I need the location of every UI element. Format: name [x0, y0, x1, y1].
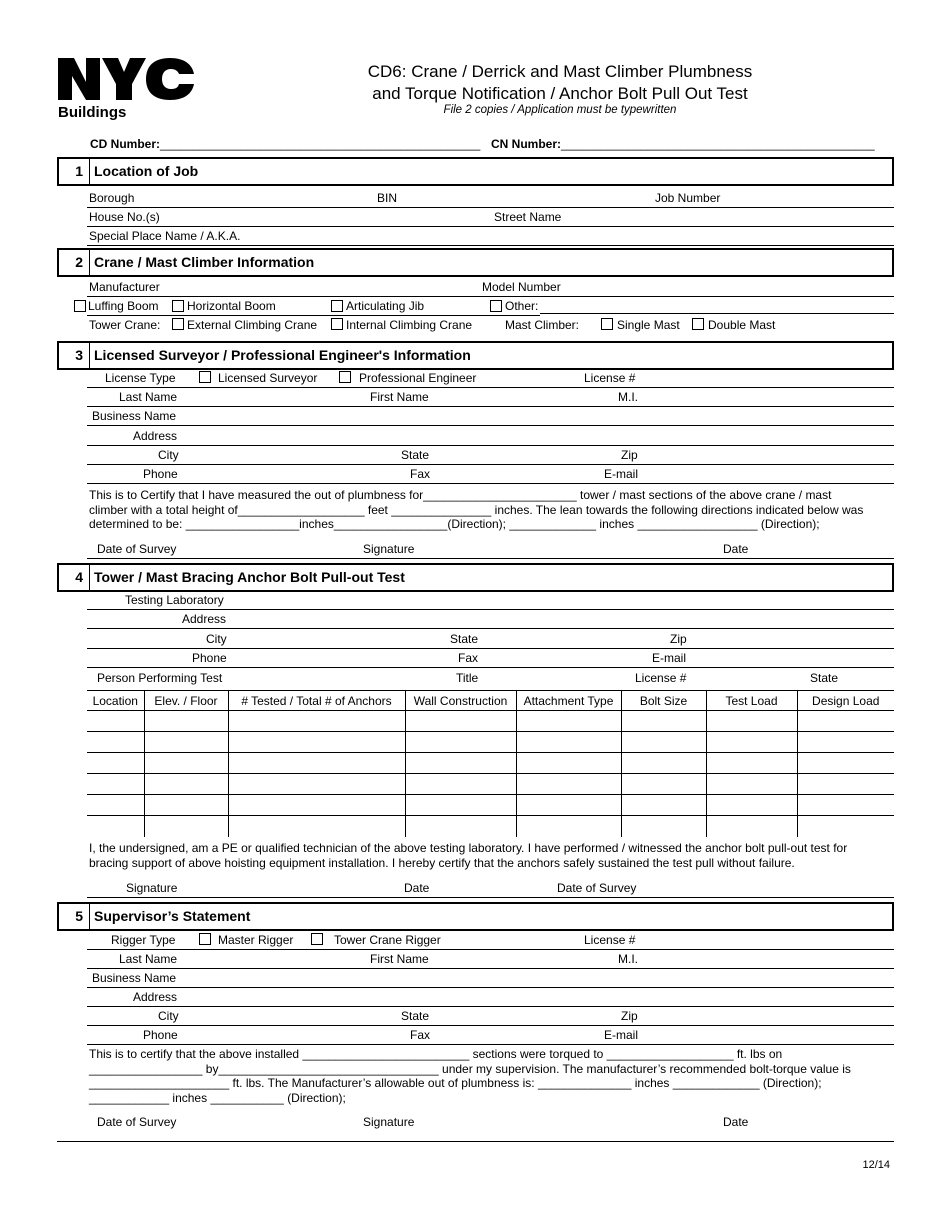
anchor-test-table	[87, 690, 894, 837]
column-header: Location	[87, 691, 144, 711]
table-cell[interactable]	[706, 774, 797, 795]
rigger-license-field[interactable]: License #	[584, 933, 636, 947]
divider	[87, 609, 894, 610]
table-cell[interactable]	[144, 732, 228, 753]
table-cell[interactable]	[516, 795, 621, 816]
rigger-email-field[interactable]: E-mail	[604, 1028, 639, 1042]
page-number: 12/14	[862, 1159, 890, 1171]
table-cell[interactable]	[87, 816, 144, 837]
double-mast-label: Double Mast	[708, 318, 776, 332]
lab-state-field[interactable]: State	[450, 632, 479, 646]
table-cell[interactable]	[405, 732, 516, 753]
table-cell[interactable]	[516, 711, 621, 732]
table-cell[interactable]	[621, 774, 706, 795]
licensed-surveyor-label: Licensed Surveyor	[218, 371, 318, 385]
table-cell[interactable]	[405, 795, 516, 816]
table-row	[87, 753, 894, 774]
table-cell[interactable]	[405, 774, 516, 795]
cert-line: This is to Certify that I have measured the out of plumbness for_______________________ tower / mast sections of the above crane / mast	[89, 488, 832, 502]
luffing-boom-checkbox[interactable]	[74, 300, 86, 312]
articulating-jib-label: Articulating Jib	[346, 299, 425, 313]
lab-address-field[interactable]: Address	[182, 612, 227, 626]
licensed-surveyor-checkbox[interactable]	[199, 371, 211, 383]
table-cell[interactable]	[621, 711, 706, 732]
column-header: Wall Construction	[405, 691, 516, 711]
fax-field[interactable]: Fax	[410, 467, 431, 481]
section-4-title: Tower / Mast Bracing Anchor Bolt Pull-out Test	[94, 569, 405, 585]
section-3-number: 3	[59, 343, 90, 368]
rigger-first-name-field[interactable]: First Name	[370, 952, 429, 966]
single-mast-label: Single Mast	[617, 318, 680, 332]
house-no-field[interactable]: House No.(s)	[89, 210, 160, 224]
divider	[87, 648, 894, 649]
first-name-field[interactable]: First Name	[370, 390, 429, 404]
luffing-boom-label: Luffing Boom	[88, 299, 159, 313]
lab-email-field[interactable]: E-mail	[652, 651, 687, 665]
section-4-header	[57, 563, 894, 592]
table-cell[interactable]	[144, 816, 228, 837]
table-cell[interactable]	[516, 732, 621, 753]
rigger-last-name-field[interactable]: Last Name	[119, 952, 178, 966]
table-row	[87, 774, 894, 795]
cd-number-label: CD Number:	[90, 137, 161, 151]
divider	[87, 226, 894, 227]
table-cell[interactable]	[228, 795, 405, 816]
last-name-field[interactable]: Last Name	[119, 390, 178, 404]
address-field[interactable]: Address	[133, 429, 178, 443]
other-input-line[interactable]	[540, 313, 894, 314]
table-cell[interactable]	[706, 711, 797, 732]
city-field[interactable]: City	[158, 448, 179, 462]
professional-engineer-label: Professional Engineer	[359, 371, 477, 385]
job-number-field[interactable]: Job Number	[655, 191, 721, 205]
divider	[87, 987, 894, 988]
phone-field[interactable]: Phone	[143, 467, 178, 481]
lab-signature-field[interactable]: Signature	[126, 881, 178, 895]
divider	[87, 667, 894, 668]
section-2-number: 2	[59, 250, 90, 275]
section-5-title: Supervisor’s Statement	[94, 908, 251, 924]
table-cell[interactable]	[144, 753, 228, 774]
table-cell[interactable]	[228, 711, 405, 732]
table-cell[interactable]	[706, 753, 797, 774]
table-cell[interactable]	[797, 711, 894, 732]
logo-sub-text: Buildings	[58, 104, 127, 121]
tower-crane-rigger-label: Tower Crane Rigger	[334, 933, 441, 947]
horizontal-boom-checkbox[interactable]	[172, 300, 184, 312]
tester-state-field[interactable]: State	[810, 671, 839, 685]
table-cell[interactable]	[621, 816, 706, 837]
table-cell[interactable]	[405, 711, 516, 732]
cert-line: ____________ inches ___________ (Direction);	[89, 1090, 346, 1105]
table-cell[interactable]	[516, 774, 621, 795]
divider	[87, 406, 894, 407]
lab-certification-text	[89, 841, 895, 870]
table-cell[interactable]	[797, 816, 894, 837]
surveyor-certification-text	[89, 488, 895, 532]
table-cell[interactable]	[621, 732, 706, 753]
cn-number-field[interactable]	[491, 137, 875, 151]
nyc-buildings-logo	[58, 56, 198, 122]
form-title-line1: CD6: Crane / Derrick and Mast Climber Plumbness	[367, 62, 753, 81]
table-cell[interactable]	[516, 753, 621, 774]
internal-climbing-label: Internal Climbing Crane	[346, 318, 473, 332]
table-cell[interactable]	[797, 753, 894, 774]
form-title-line2: and Torque Notification / Anchor Bolt Pull Out Test	[372, 84, 748, 103]
table-cell[interactable]	[797, 732, 894, 753]
special-place-field[interactable]: Special Place Name / A.K.A.	[89, 229, 241, 243]
section-5-number: 5	[59, 904, 90, 929]
divider	[87, 483, 894, 484]
table-cell[interactable]	[797, 795, 894, 816]
divider	[87, 628, 894, 629]
table-row	[87, 711, 894, 732]
person-performing-field[interactable]: Person Performing Test	[97, 671, 223, 685]
rigger-address-field[interactable]: Address	[133, 990, 178, 1004]
section-1-header	[57, 157, 894, 186]
table-cell[interactable]	[87, 795, 144, 816]
license-type-label: License Type	[105, 371, 176, 385]
column-header: Design Load	[797, 691, 894, 711]
divider	[87, 968, 894, 969]
table-cell[interactable]	[706, 816, 797, 837]
form-subtitle: File 2 copies / Application must be typewritten	[443, 104, 677, 116]
table-cell[interactable]	[87, 711, 144, 732]
rigger-zip-field[interactable]: Zip	[621, 1009, 638, 1023]
table-cell[interactable]	[228, 732, 405, 753]
cert-line: climber with a total height of___________________ feet _______________ inches. The lean towards the following directions indicated below was	[89, 502, 864, 517]
table-row	[87, 795, 894, 816]
state-field[interactable]: State	[401, 448, 430, 462]
cert-line: bracing support of above hoisting equipment installation. I hereby certify that the anchors safely sustained the test pull without failure.	[89, 855, 795, 870]
model-number-field[interactable]: Model Number	[482, 280, 561, 294]
divider	[87, 425, 894, 426]
horizontal-boom-label: Horizontal Boom	[187, 299, 276, 313]
single-mast-checkbox[interactable]	[601, 318, 613, 330]
tower-crane-rigger-checkbox[interactable]	[311, 933, 323, 945]
lab-phone-field[interactable]: Phone	[192, 651, 227, 665]
external-climbing-label: External Climbing Crane	[187, 318, 318, 332]
cn-number-label: CN Number:	[491, 137, 562, 151]
divider	[87, 207, 894, 208]
rigger-fax-field[interactable]: Fax	[410, 1028, 431, 1042]
section-3-title: Licensed Surveyor / Professional Engineer's Information	[94, 347, 471, 363]
other-label: Other:	[505, 299, 539, 313]
table-cell[interactable]	[87, 774, 144, 795]
articulating-jib-checkbox[interactable]	[331, 300, 343, 312]
cn-number-line: _______________________________________________	[561, 137, 875, 151]
table-cell[interactable]	[797, 774, 894, 795]
divider	[87, 445, 894, 446]
divider	[87, 245, 894, 246]
rigger-phone-field[interactable]: Phone	[143, 1028, 178, 1042]
table-cell[interactable]	[405, 816, 516, 837]
mi-field[interactable]: M.I.	[618, 390, 638, 404]
table-cell[interactable]	[621, 753, 706, 774]
divider	[87, 387, 894, 388]
lab-date-field[interactable]: Date	[404, 881, 430, 895]
section-1-title: Location of Job	[94, 163, 199, 179]
borough-field[interactable]: Borough	[89, 191, 135, 205]
business-name-field[interactable]: Business Name	[92, 409, 177, 423]
rigger-state-field[interactable]: State	[401, 1009, 430, 1023]
other-checkbox[interactable]	[490, 300, 502, 312]
column-header: Attachment Type	[516, 691, 621, 711]
external-climbing-checkbox[interactable]	[172, 318, 184, 330]
divider	[87, 897, 894, 898]
divider	[87, 315, 540, 316]
cert-line: determined to be: _________________inches_________________(Direction); _____________ inches __________________ (Direction);	[89, 517, 820, 531]
section-3-header	[57, 341, 894, 370]
manufacturer-field[interactable]: Manufacturer	[89, 280, 160, 294]
column-header: Bolt Size	[621, 691, 706, 711]
license-number-field[interactable]: License #	[584, 371, 636, 385]
column-header: Elev. / Floor	[144, 691, 228, 711]
table-cell[interactable]	[516, 816, 621, 837]
table-cell[interactable]	[144, 711, 228, 732]
mast-climber-label: Mast Climber:	[505, 318, 580, 332]
rigger-city-field[interactable]: City	[158, 1009, 179, 1023]
table-cell[interactable]	[621, 795, 706, 816]
rigger-type-label: Rigger Type	[111, 933, 176, 947]
cert-line: _____________________ ft. lbs. The Manufacturer’s allowable out of plumbness is: ______________ inches _____________ (Direction);	[89, 1076, 822, 1090]
divider	[87, 558, 894, 559]
cert-line: This is to certify that the above installed _________________________ sections were torqued to ___________________ ft. lbs on	[89, 1047, 783, 1061]
zip-field[interactable]: Zip	[621, 448, 638, 462]
table-row	[87, 732, 894, 753]
internal-climbing-checkbox[interactable]	[331, 318, 343, 330]
master-rigger-label: Master Rigger	[218, 933, 294, 947]
street-name-field[interactable]: Street Name	[494, 210, 562, 224]
column-header: Test Load	[706, 691, 797, 711]
divider	[87, 296, 894, 297]
testing-lab-field[interactable]: Testing Laboratory	[125, 593, 224, 607]
section-5-header	[57, 902, 894, 931]
lab-zip-field[interactable]: Zip	[670, 632, 687, 646]
table-header-row	[87, 691, 894, 711]
table-cell[interactable]	[144, 774, 228, 795]
table-cell[interactable]	[87, 753, 144, 774]
double-mast-checkbox[interactable]	[692, 318, 704, 330]
divider	[87, 949, 894, 950]
cert-line: _________________ by_________________________________ under my supervision. The manufacturer’s recommended bolt-torque value is	[89, 1061, 851, 1076]
cert-line: I, the undersigned, am a PE or qualified technician of the above testing laboratory. I have performed / witnessed the anchor bolt pull-out test for	[89, 841, 848, 855]
lab-city-field[interactable]: City	[206, 632, 227, 646]
tester-license-field[interactable]: License #	[635, 671, 687, 685]
footer-divider	[57, 1141, 894, 1142]
master-rigger-checkbox[interactable]	[199, 933, 211, 945]
date-field[interactable]: Date	[723, 542, 749, 556]
cd-number-line: ________________________________________________	[160, 137, 481, 151]
professional-engineer-checkbox[interactable]	[339, 371, 351, 383]
date-of-survey-field[interactable]: Date of Survey	[97, 542, 177, 556]
section-1-number: 1	[59, 159, 90, 184]
divider	[87, 1025, 894, 1026]
divider	[87, 464, 894, 465]
divider	[87, 1006, 894, 1007]
cd-number-field[interactable]	[90, 137, 480, 151]
section-2-header	[57, 248, 894, 277]
table-cell[interactable]	[706, 732, 797, 753]
table-cell[interactable]	[706, 795, 797, 816]
signature-field[interactable]: Signature	[363, 542, 415, 556]
section-2-title: Crane / Mast Climber Information	[94, 254, 315, 270]
email-field[interactable]: E-mail	[604, 467, 639, 481]
lab-fax-field[interactable]: Fax	[458, 651, 479, 665]
rigger-signature-field[interactable]: Signature	[363, 1115, 415, 1129]
bin-field[interactable]: BIN	[377, 191, 398, 205]
rigger-mi-field[interactable]: M.I.	[618, 952, 638, 966]
table-cell[interactable]	[87, 732, 144, 753]
table-row	[87, 816, 894, 837]
divider	[87, 1044, 894, 1045]
table-cell[interactable]	[144, 795, 228, 816]
tower-crane-label: Tower Crane:	[89, 318, 161, 332]
table-cell[interactable]	[228, 774, 405, 795]
table-cell[interactable]	[228, 816, 405, 837]
rigger-date-field[interactable]: Date	[723, 1115, 749, 1129]
rigger-date-of-survey-field[interactable]: Date of Survey	[97, 1115, 177, 1129]
rigger-business-name-field[interactable]: Business Name	[92, 971, 177, 985]
supervisor-certification-text	[89, 1047, 895, 1105]
table-cell[interactable]	[228, 753, 405, 774]
lab-date-of-survey-field[interactable]: Date of Survey	[557, 881, 637, 895]
table-cell[interactable]	[405, 753, 516, 774]
column-header: # Tested / Total # of Anchors	[228, 691, 405, 711]
section-4-number: 4	[59, 565, 90, 590]
tester-title-field[interactable]: Title	[456, 671, 479, 685]
